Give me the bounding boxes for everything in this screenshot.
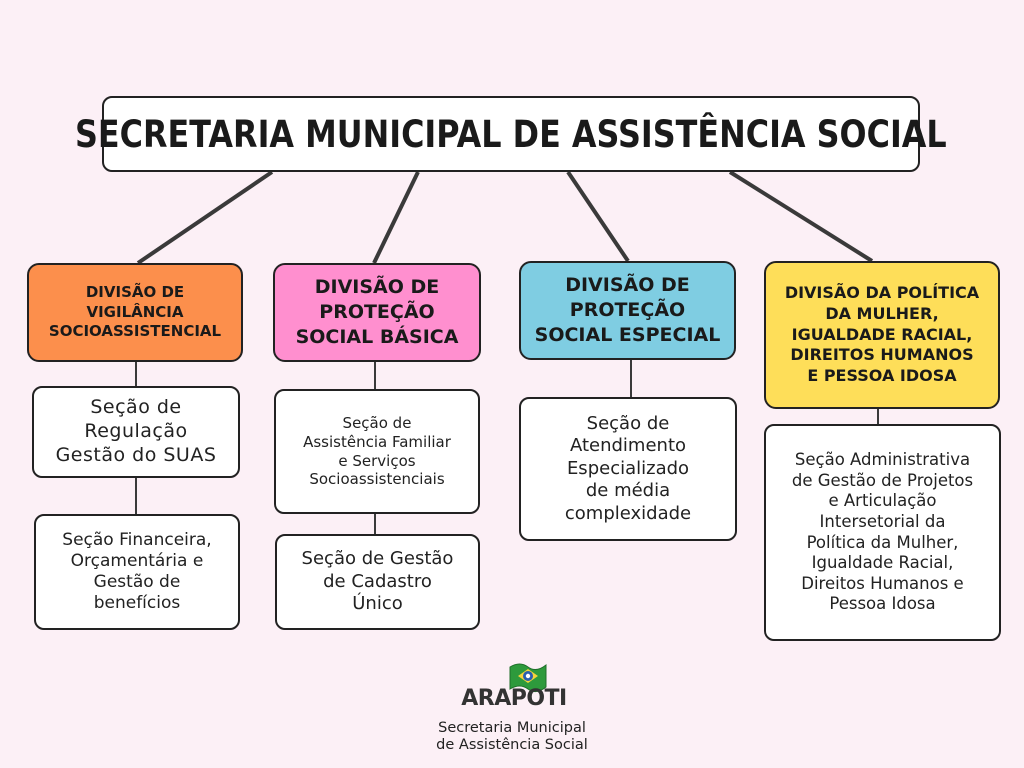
section-administrativa-mulher: Seção Administrativa de Gestão de Projetos e Articulação Intersetorial da Política da Mulher, Igualdade Racial, Direitos Humanos e Pessoa Idosa bbox=[764, 424, 1001, 641]
logo-subtitle: Secretaria Municipal de Assistência Social bbox=[436, 720, 588, 754]
logo-wordmark: ARAPOTI bbox=[461, 686, 567, 711]
division-protecao-especial: DIVISÃO DE PROTEÇÃO SOCIAL ESPECIAL bbox=[519, 261, 736, 360]
section-atendimento-especializado: Seção de Atendimento Especializado de média complexidade bbox=[519, 397, 737, 541]
connector-title-vigilancia bbox=[138, 172, 272, 263]
division-protecao-basica: DIVISÃO DE PROTEÇÃO SOCIAL BÁSICA bbox=[273, 263, 481, 362]
page-title-text: SECRETARIA MUNICIPAL DE ASSISTÊNCIA SOCIAL bbox=[75, 112, 947, 156]
section-assistencia-familiar: Seção de Assistência Familiar e Serviços Socioassistenciais bbox=[274, 389, 480, 514]
section-cadastro-unico: Seção de Gestão de Cadastro Único bbox=[275, 534, 480, 630]
page-title bbox=[75, 96, 947, 172]
connector-title-especial bbox=[568, 172, 628, 261]
division-vigilancia: DIVISÃO DE VIGILÂNCIA SOCIOASSISTENCIAL bbox=[27, 263, 243, 362]
section-regulacao-suas: Seção de Regulação Gestão do SUAS bbox=[32, 386, 240, 478]
connector-title-mulher bbox=[730, 172, 872, 261]
section-financeira: Seção Financeira, Orçamentária e Gestão de benefícios bbox=[34, 514, 240, 630]
division-politica-mulher: DIVISÃO DA POLÍTICA DA MULHER, IGUALDADE RACIAL, DIREITOS HUMANOS E PESSOA IDOSA bbox=[764, 261, 1000, 409]
connector-title-basica bbox=[374, 172, 418, 263]
